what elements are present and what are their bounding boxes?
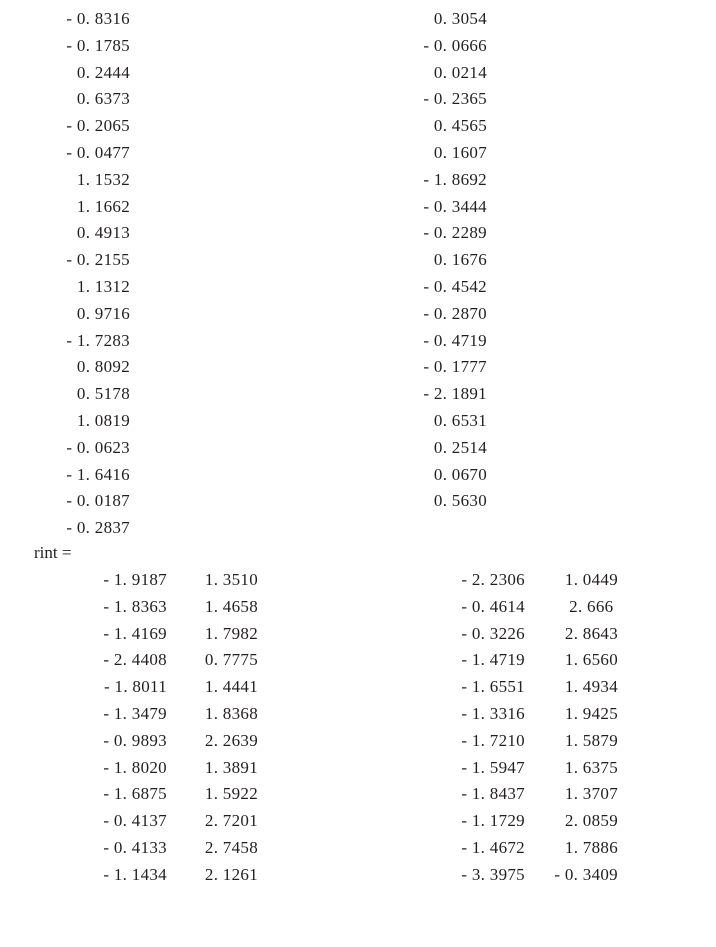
matrix-cell: - 1. 6551 — [461, 677, 525, 697]
vector-value: 0. 6373 — [76, 89, 130, 109]
matrix-cell: 2. 8643 — [564, 623, 618, 643]
matrix-row — [0, 674, 716, 701]
matrix-cell: - 1. 1434 — [103, 864, 167, 884]
matrix-cell: - 2. 4408 — [103, 650, 167, 670]
vector-column-left — [30, 6, 130, 542]
matrix-row — [0, 728, 716, 755]
matrix-cell: 2. 7201 — [204, 811, 258, 831]
matrix-cell: - 1. 4169 — [103, 623, 167, 643]
matrix-cell: 2. 7458 — [204, 837, 258, 857]
matrix-cell: 0. 7775 — [204, 650, 258, 670]
matrix-cell: 1. 4441 — [204, 677, 258, 697]
matrix-row — [0, 594, 716, 621]
matrix-cell: - 1. 6875 — [103, 784, 167, 804]
vector-value: - 1. 7283 — [66, 330, 130, 350]
matrix-row — [0, 808, 716, 835]
vector-value: 0. 6531 — [433, 410, 487, 430]
vector-value: 1. 1662 — [76, 196, 130, 216]
matrix-cell: 1. 3510 — [204, 570, 258, 589]
matrix-cell: 1. 6375 — [564, 757, 618, 777]
vector-value: - 0. 8316 — [66, 9, 130, 28]
matrix-cell: - 0. 4133 — [103, 837, 167, 857]
matrix-cell: 1. 3707 — [564, 784, 618, 804]
vector-value: - 0. 4542 — [423, 276, 487, 296]
matrix-cell: - 1. 3479 — [103, 703, 167, 723]
matrix-cell: - 1. 3316 — [461, 703, 525, 723]
matrix-cell: - 1. 4672 — [461, 837, 525, 857]
vector-value: - 0. 0477 — [66, 142, 130, 162]
vector-value: - 0. 1777 — [423, 357, 487, 377]
matrix-cell: 2. 0859 — [564, 811, 618, 831]
matrix-cell: - 1. 4719 — [461, 650, 525, 670]
matrix-cell: 2. 666 — [569, 596, 618, 616]
matrix-cell: - 1. 8363 — [103, 596, 167, 616]
matrix-cell: 1. 7886 — [564, 837, 618, 857]
matrix-cell: - 1. 5947 — [461, 757, 525, 777]
vector-value: - 0. 2289 — [423, 223, 487, 243]
matrix-row — [0, 835, 716, 862]
matrix-cell: - 0. 3409 — [554, 864, 618, 884]
rint-matrix-right — [0, 567, 716, 889]
matrix-cell: - 2. 2306 — [461, 570, 525, 589]
matrix-row — [0, 647, 716, 674]
vector-value: - 0. 0187 — [66, 491, 130, 511]
vector-value: 0. 1607 — [433, 142, 487, 162]
matrix-cell: - 0. 4614 — [461, 596, 525, 616]
matrix-cell: 1. 9425 — [564, 703, 618, 723]
vector-value: 0. 5178 — [76, 384, 130, 404]
matrix-cell: - 1. 8011 — [104, 677, 167, 697]
vector-value: 0. 9716 — [76, 303, 130, 323]
vector-value: 0. 4913 — [76, 223, 130, 243]
vector-value: - 2. 1891 — [423, 384, 487, 404]
matrix-cell: 1. 7982 — [204, 623, 258, 643]
vector-value: - 1. 8692 — [423, 169, 487, 189]
vector-value: - 0. 2870 — [423, 303, 487, 323]
vector-value: - 0. 1785 — [66, 35, 130, 55]
matrix-row — [0, 621, 716, 648]
vector-value: 0. 2444 — [76, 62, 130, 82]
matrix-row — [0, 701, 716, 728]
vector-value: - 1. 6416 — [66, 464, 130, 484]
vector-value: - 0. 0666 — [423, 35, 487, 55]
vector-value: - 0. 3444 — [423, 196, 487, 216]
matrix-row — [0, 755, 716, 782]
vector-value: 0. 0670 — [433, 464, 487, 484]
matrix-cell: 1. 4658 — [204, 596, 258, 616]
vector-value: - 0. 2065 — [66, 116, 130, 136]
matrix-cell: 1. 0449 — [564, 570, 618, 589]
matrix-cell: - 1. 7210 — [461, 730, 525, 750]
matrix-cell: 2. 1261 — [204, 864, 258, 884]
vector-value: 0. 8092 — [76, 357, 130, 377]
vector-value: - 0. 0623 — [66, 437, 130, 457]
matrix-cell: 1. 8368 — [204, 703, 258, 723]
vector-value: - 0. 2155 — [66, 250, 130, 270]
matrix-cell: - 3. 3975 — [461, 864, 525, 884]
matrix-cell: - 1. 8020 — [103, 757, 167, 777]
vector-value: - 0. 2837 — [66, 518, 130, 538]
matrix-cell: 1. 3891 — [204, 757, 258, 777]
matrix-cell: 1. 6560 — [564, 650, 618, 670]
matrix-cell: - 1. 1729 — [461, 811, 525, 831]
vector-value: - 0. 2365 — [423, 89, 487, 109]
vector-value: 1. 1532 — [76, 169, 130, 189]
matrix-cell: - 0. 9893 — [103, 730, 167, 750]
vector-value: 0. 1676 — [433, 250, 487, 270]
matrix-row — [0, 567, 716, 594]
vector-value: 0. 0214 — [433, 62, 487, 82]
matrix-cell: 1. 5922 — [204, 784, 258, 804]
rint-label: rint = — [34, 543, 72, 562]
vector-value: 0. 5630 — [433, 491, 487, 511]
matrix-cell: - 1. 9187 — [103, 570, 167, 589]
matrix-cell: - 1. 8437 — [461, 784, 525, 804]
matrix-row — [0, 781, 716, 808]
matrix-cell: 1. 5879 — [564, 730, 618, 750]
matrix-cell: - 0. 4137 — [103, 811, 167, 831]
matrix-cell: 1. 4934 — [564, 677, 618, 697]
vector-value: 1. 0819 — [76, 410, 130, 430]
matrix-cell: - 0. 3226 — [461, 623, 525, 643]
vector-value: 1. 1312 — [76, 276, 130, 296]
vector-value: 0. 2514 — [433, 437, 487, 457]
matrix-cell: 2. 2639 — [204, 730, 258, 750]
matrix-row — [0, 862, 716, 889]
vector-value: - 0. 4719 — [423, 330, 487, 350]
vector-value: 0. 4565 — [433, 116, 487, 136]
vector-column-right — [387, 6, 487, 515]
vector-value: 0. 3054 — [433, 9, 487, 28]
